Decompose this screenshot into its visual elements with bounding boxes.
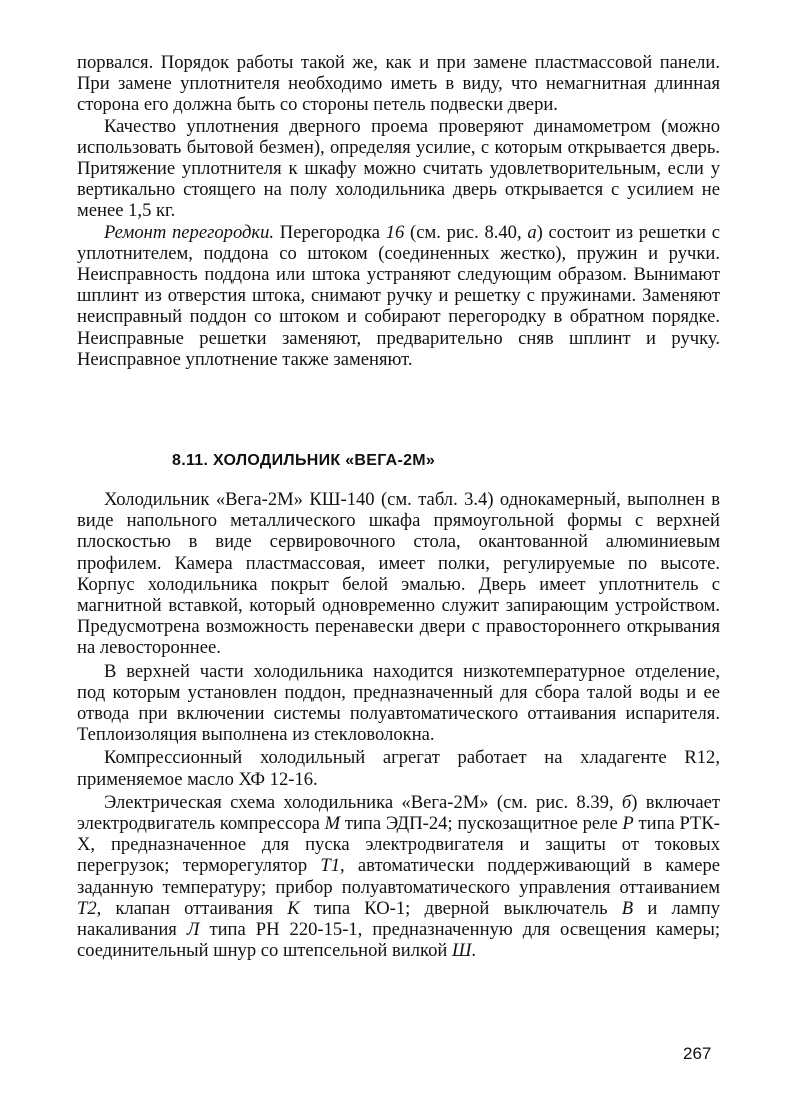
component-symbol: К: [287, 897, 300, 919]
figure-ref: 16: [385, 221, 405, 243]
text-block-section: [77, 489, 720, 961]
text-run: (см. рис. 8.40,: [404, 221, 528, 243]
text-run: Перегородка: [274, 221, 386, 243]
text-run: , автоматически поддерживающий в камере заданную температуру; прибор полуавтоматического управления оттаиванием: [77, 855, 720, 898]
component-symbol: Ш: [451, 940, 472, 962]
page-number: 267: [683, 1044, 712, 1063]
paragraph-low-temp-compartment: В верхней части холодильника находится низкотемпературное отделение, под которым установлен поддон, предназначенный для сбора талой воды и ее отвода при включении системы полуавтоматического оттаивания испарителя. Теплоизоляция выполнена из стекловолокна.: [77, 660, 720, 746]
text-run: Электрическая схема холодильника «Вега-2М» (см. рис. 8.39,: [104, 791, 622, 813]
text-run: ) включает электродвигатель компрессора: [77, 791, 720, 835]
text-run: ) состоит из решетки с уплотнителем, поддона со штоком (соединенных жестко), пружин и ручки. Неисправность поддона или штока устраняют следующим образом. Вынимают шплинт из отверстия штока, снимают ручку и решетку с пружинами. Заменяют неисправный поддон со штоком и собирают перегородку в обратном порядке. Неисправные решетки заменяют, предварительно сняв шплинт и ручку. Неисправное уплотнение также заменяют.: [77, 221, 720, 370]
paragraph-refrigerant: Компрессионный холодильный агрегат работает на хладагенте R12, применяемое масло ХФ 12-16.: [77, 747, 720, 790]
component-symbol: Л: [186, 919, 200, 941]
text-run: .: [471, 940, 477, 962]
paragraph-continuation: порвался. Порядок работы такой же, как и при замене пластмассовой панели. При замене уплотнителя необходимо иметь в виду, что немагнитная длинная сторона его должна быть со стороны петель подвески двери.: [77, 52, 720, 116]
text-run: типа РН 220-15-1, предназначенную для освещения камеры; соединительный шнур со штепсельной вилкой: [77, 919, 721, 962]
paragraph-door-seal-check: Качество уплотнения дверного проема проверяют динамометром (можно использовать бытовой безмен), определяя усилие, с которым открывается дверь. Притяжение уплотнителя к шкафу можно считать удовлетворительным, если у вертикально стоящего на полу холодильника дверь открывается с усилием не менее 1,5 кг.: [77, 115, 720, 222]
text-block-top: [77, 52, 720, 370]
component-symbol: Т2: [77, 897, 97, 919]
section-heading: 8.11. ХОЛОДИЛЬНИК «ВЕГА-2М»: [172, 452, 436, 469]
component-symbol: М: [324, 813, 341, 835]
text-run: и лампу накаливания: [77, 897, 721, 941]
paragraph-electric-scheme: [77, 792, 720, 962]
text-run: типа ЭДП-24; пускозащитное реле: [340, 813, 623, 835]
figure-ref: а: [527, 221, 537, 243]
text-run: типа КО-1; дверной выключатель: [299, 897, 622, 919]
text-run: , клапан оттаивания: [96, 897, 288, 919]
component-symbol: В: [621, 897, 634, 919]
text-run: типа РТК-Х, предназначенное для пуска электродвигателя и защиты от токовых перегрузок; терморегулятор: [77, 813, 720, 877]
paragraph-fridge-description: Холодильник «Вега-2М» КШ-140 (см. табл. 3.4) однокамерный, выполнен в виде напольного металлического шкафа прямоугольной формы с верхней плоскостью в виде сервировочного стола, окантованной алюминиевым профилем. Камера пластмассовая, имеет полки, регулируемые по высоте. Корпус холодильника покрыт белой эмалью. Дверь имеет уплотнитель с магнитной вставкой, который одновременно служит запирающим устройством. Предусмотрена возможность перенавески двери с правостороннего открывания на левостороннее.: [77, 489, 720, 659]
paragraph-partition-repair: [77, 222, 720, 370]
figure-ref: б: [621, 791, 632, 813]
component-symbol: Р: [622, 813, 634, 835]
component-symbol: Т1: [320, 855, 340, 877]
run-in-heading: Ремонт перегородки.: [104, 221, 275, 243]
